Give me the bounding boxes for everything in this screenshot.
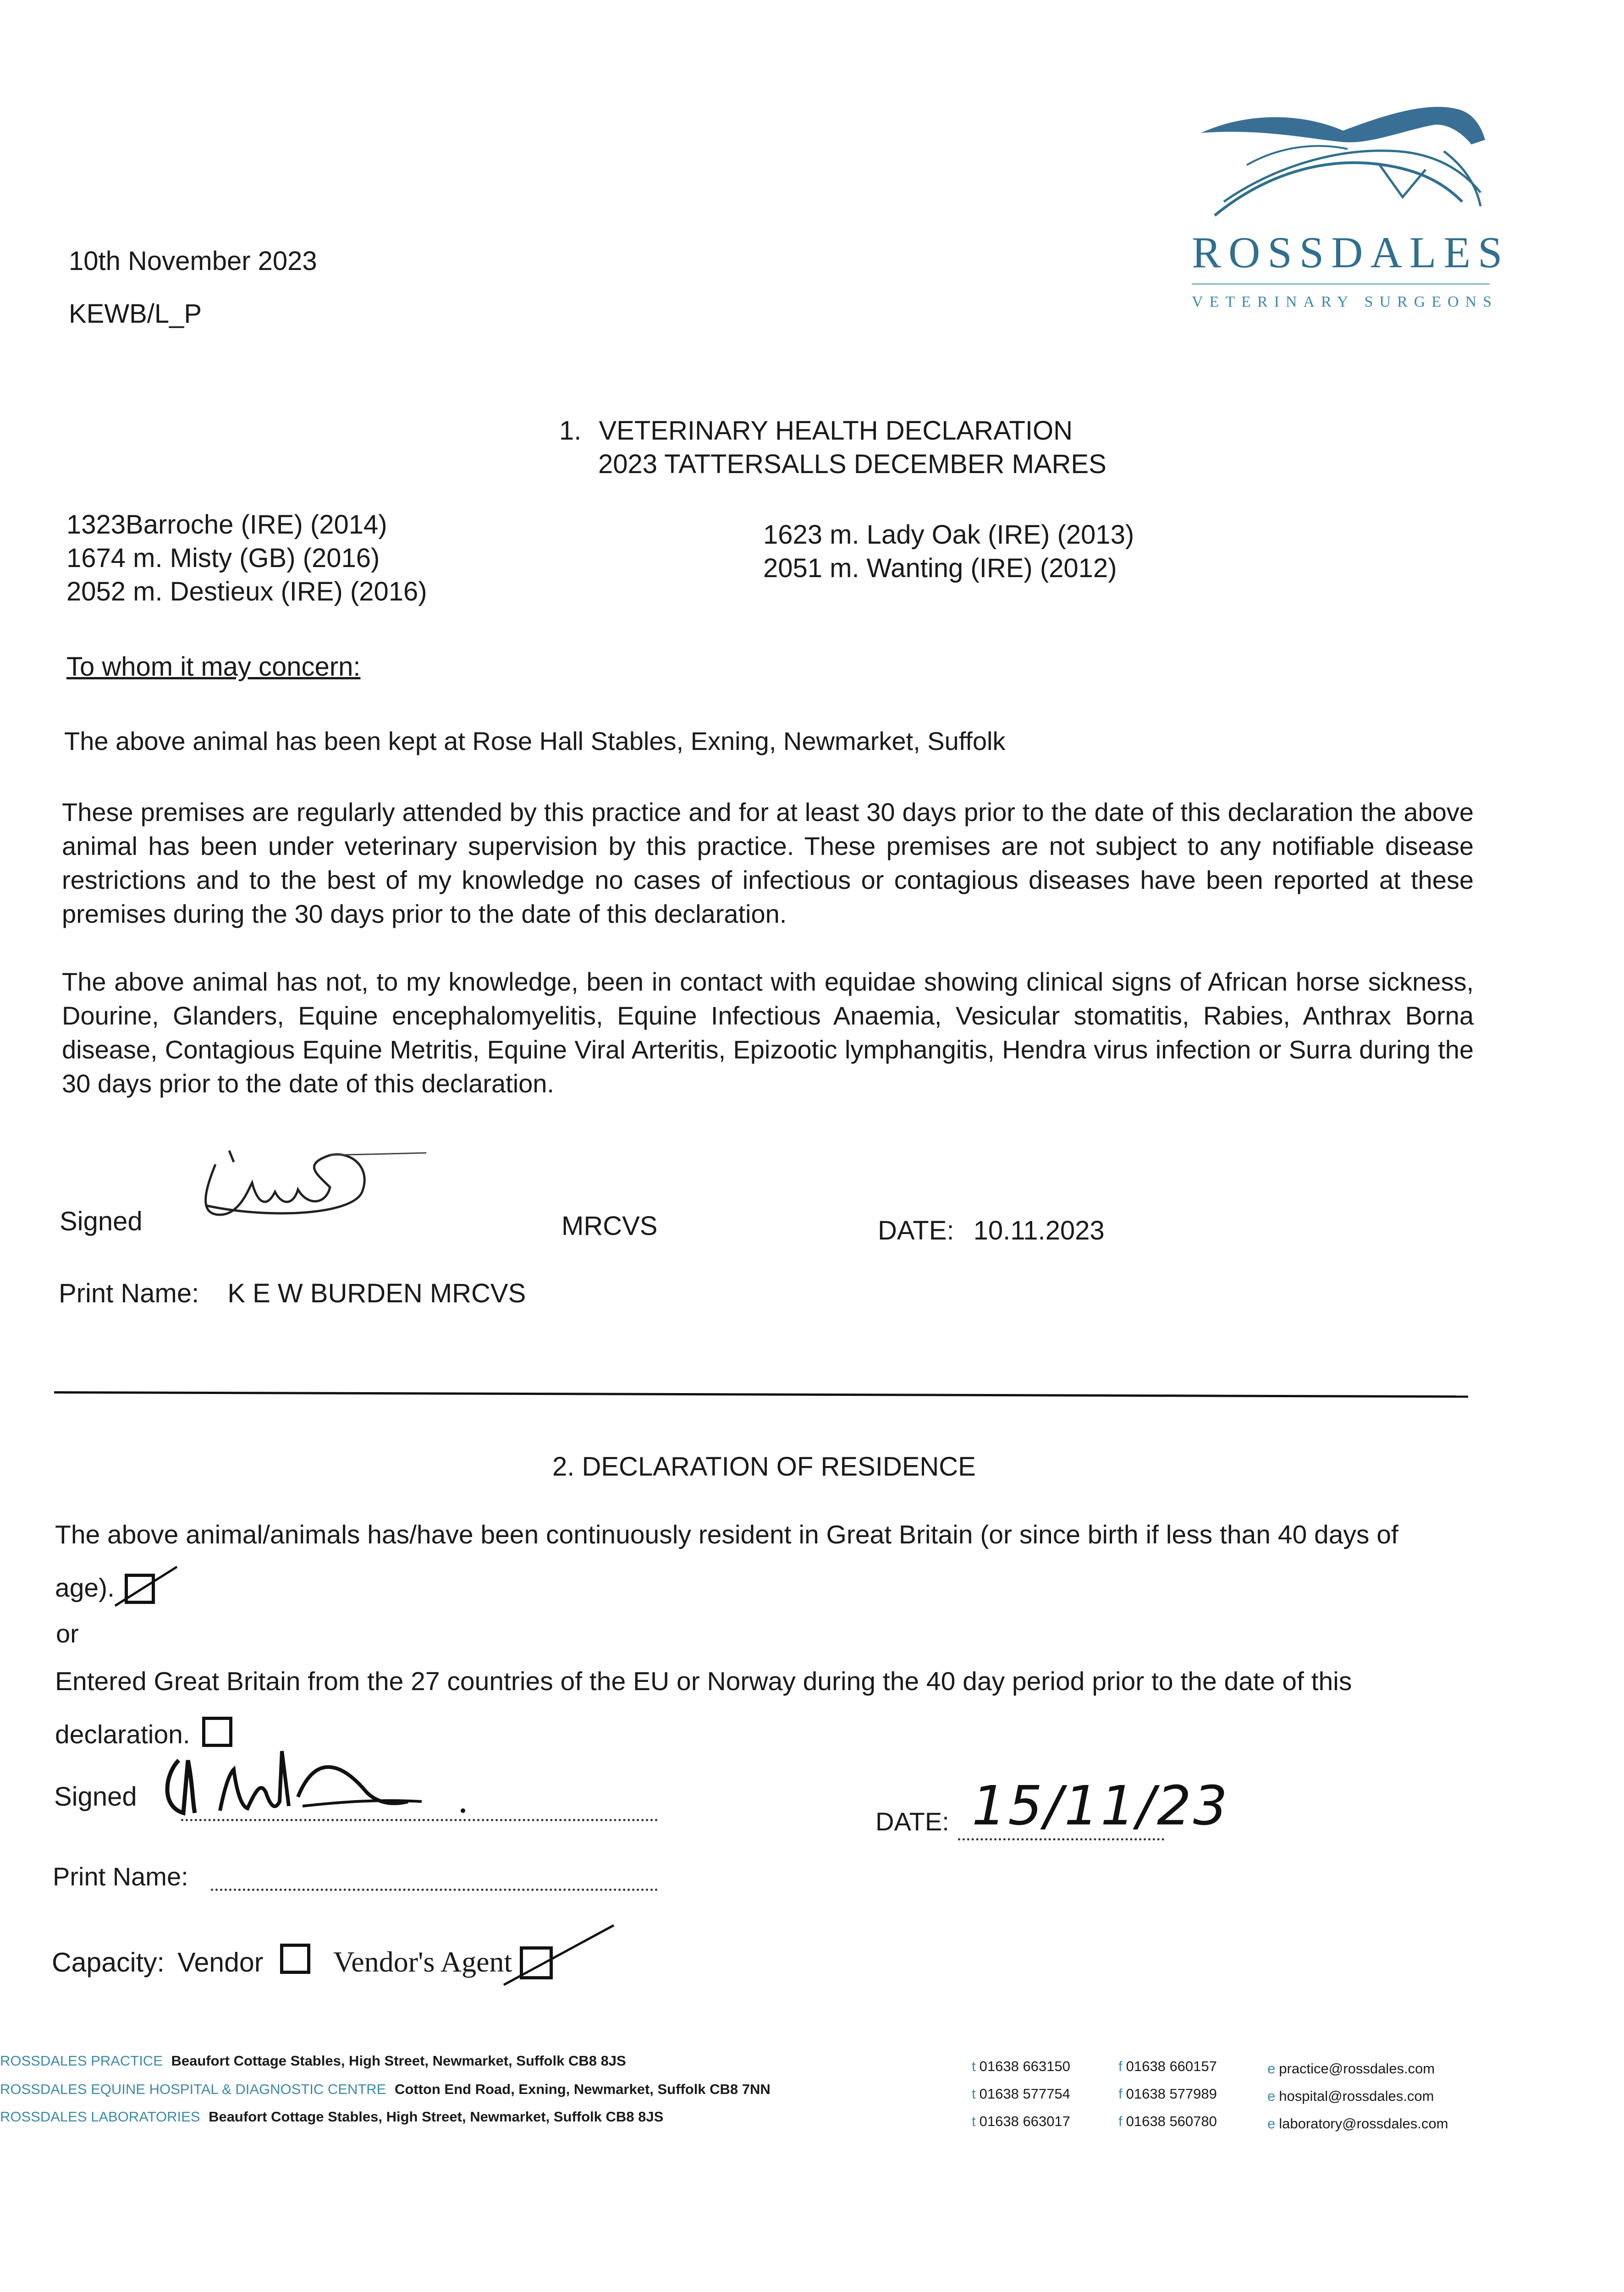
footer-phone-laboratory: t 01638 663017 bbox=[972, 2113, 1070, 2129]
option1-check-mark bbox=[110, 1562, 179, 1613]
section2-date-line[interactable] bbox=[958, 1838, 1164, 1840]
footer-phone-hospital: t 01638 577754 bbox=[972, 2086, 1070, 2102]
animal-right-1: 1623 m. Lady Oak (IRE) (2013) bbox=[763, 520, 1134, 550]
section1-title-line bbox=[559, 415, 1073, 447]
or-separator: or bbox=[56, 1619, 79, 1648]
capacity-vendor-checkbox[interactable] bbox=[280, 1944, 310, 1974]
animal-left-1: 1323Barroche (IRE) (2014) bbox=[66, 510, 387, 540]
section2-title: 2. DECLARATION OF RESIDENCE bbox=[552, 1452, 976, 1482]
footer-address-practice-text: Beaufort Cottage Stables, High Street, Newmarket, Suffolk CB8 8JS bbox=[171, 2053, 626, 2069]
footer-fax-hospital: f 01638 577989 bbox=[1118, 2086, 1217, 2102]
capacity-vendor-wrap bbox=[271, 1948, 317, 1980]
footer-address-hospital bbox=[0, 2081, 771, 2098]
letter-reference: KEWB/L_P bbox=[69, 299, 202, 329]
footer-label-laboratories: ROSSDALES LABORATORIES bbox=[0, 2109, 200, 2125]
section-divider bbox=[54, 1391, 1468, 1398]
animal-left-2: 1674 m. Misty (GB) (2016) bbox=[66, 543, 380, 573]
horse-logo-icon bbox=[1187, 96, 1508, 229]
footer-email-hospital[interactable]: e hospital@rossdales.com bbox=[1267, 2088, 1434, 2104]
section2-signed-label: Signed bbox=[54, 1782, 137, 1812]
capacity-label: Capacity: bbox=[52, 1947, 165, 1978]
paragraph-kept-at: The above animal has been kept at Rose Hall Stables, Exning, Newmarket, Suffolk bbox=[64, 727, 1006, 755]
option1-text: The above animal/animals has/have been continuously resident in Great Britain (or since birth if less than 40 days of age). bbox=[55, 1520, 1398, 1603]
section2-date-handwritten: 15/11/23 bbox=[972, 1774, 1229, 1837]
footer-email-practice[interactable]: e practice@rossdales.com bbox=[1267, 2061, 1435, 2077]
animal-right-2: 2051 m. Wanting (IRE) (2012) bbox=[763, 553, 1117, 583]
capacity-agent-check-mark bbox=[501, 1916, 616, 1989]
logo-name: ROSSDALES bbox=[1192, 228, 1510, 277]
capacity-row bbox=[52, 1941, 561, 1983]
section2-print-name-label: Print Name: bbox=[53, 1862, 188, 1891]
footer-label-practice: ROSSDALES PRACTICE bbox=[0, 2053, 163, 2069]
paragraph-no-contact: The above animal has not, to my knowledge, been in contact with equidae showing clinical signs of African horse sickness, Dourine, Glanders, Equine encephalomyelitis, Equine Infectious Anaemia, Vesicular stomatitis, Rabies, Anthrax Borna disease, Contagious Equine Metritis, Equine Viral Arteritis, Epizootic lymphangitis, Hendra virus infection or Surra during the 30 days prior to the date of this declaration. bbox=[62, 967, 1474, 1098]
section2-date-label: DATE: bbox=[875, 1807, 949, 1836]
section1-print-name-label: Print Name: bbox=[59, 1278, 199, 1308]
capacity-agent-label: Vendor's Agent bbox=[333, 1945, 512, 1978]
option1-checkbox-wrap bbox=[122, 1574, 159, 1606]
section1-signature bbox=[179, 1137, 435, 1242]
section1-date-label: DATE: bbox=[878, 1216, 954, 1245]
section1-signed-label: Signed bbox=[60, 1207, 143, 1236]
footer-fax-laboratory: f 01638 560780 bbox=[1118, 2113, 1217, 2129]
capacity-agent-wrap bbox=[520, 1948, 561, 1980]
section1-mrcvs: MRCVS bbox=[562, 1211, 658, 1241]
letter-date: 10th November 2023 bbox=[69, 246, 317, 276]
section1-print-name bbox=[59, 1278, 526, 1310]
footer-fax-practice: f 01638 660157 bbox=[1118, 2058, 1217, 2074]
section2-option1 bbox=[55, 1508, 1407, 1614]
section2-signature bbox=[151, 1733, 481, 1829]
footer-address-laboratories bbox=[0, 2109, 663, 2125]
footer-address-hospital-text: Cotton End Road, Exning, Newmarket, Suffolk CB8 7NN bbox=[394, 2081, 771, 2097]
section2-print-name-line[interactable] bbox=[211, 1889, 658, 1891]
capacity-vendor-label: Vendor bbox=[177, 1947, 264, 1978]
footer-address-practice bbox=[0, 2053, 626, 2069]
paragraph-premises: These premises are regularly attended by this practice and for at least 30 days prior to the date of this declaration the above animal has been under veterinary supervision by this practice. These premises are not subject to any notifiable disease restrictions and to the best of my knowledge no cases of infectious or contagious diseases have been reported at these premises during the 30 days prior to the date of this declaration. bbox=[62, 798, 1474, 928]
logo-tagline: VETERINARY SURGEONS bbox=[1192, 293, 1498, 310]
section1-print-name-value: K E W BURDEN MRCVS bbox=[227, 1278, 526, 1308]
footer-phone-practice: t 01638 663150 bbox=[972, 2058, 1070, 2074]
rossdales-logo bbox=[1187, 96, 1508, 325]
section1-date-value: 10.11.2023 bbox=[973, 1216, 1105, 1245]
option2-text: Entered Great Britain from the 27 countries of the EU or Norway during the 40 day period prior to the date of this declaration. bbox=[55, 1667, 1352, 1749]
footer-label-hospital: ROSSDALES EQUINE HOSPITAL & DIAGNOSTIC CENTRE bbox=[0, 2081, 386, 2097]
section1-subtitle: 2023 TATTERSALLS DECEMBER MARES bbox=[598, 449, 1107, 479]
footer-email-laboratory[interactable]: e laboratory@rossdales.com bbox=[1267, 2116, 1448, 2132]
section1-title: VETERINARY HEALTH DECLARATION bbox=[599, 416, 1073, 446]
footer-address-laboratories-text: Beaufort Cottage Stables, High Street, Newmarket, Suffolk CB8 8JS bbox=[209, 2109, 664, 2125]
section1-date bbox=[878, 1215, 1105, 1247]
logo-divider bbox=[1192, 283, 1490, 285]
section1-number: 1. bbox=[559, 416, 582, 446]
animal-left-3: 2052 m. Destieux (IRE) (2016) bbox=[66, 577, 427, 606]
salutation: To whom it may concern: bbox=[66, 652, 361, 682]
